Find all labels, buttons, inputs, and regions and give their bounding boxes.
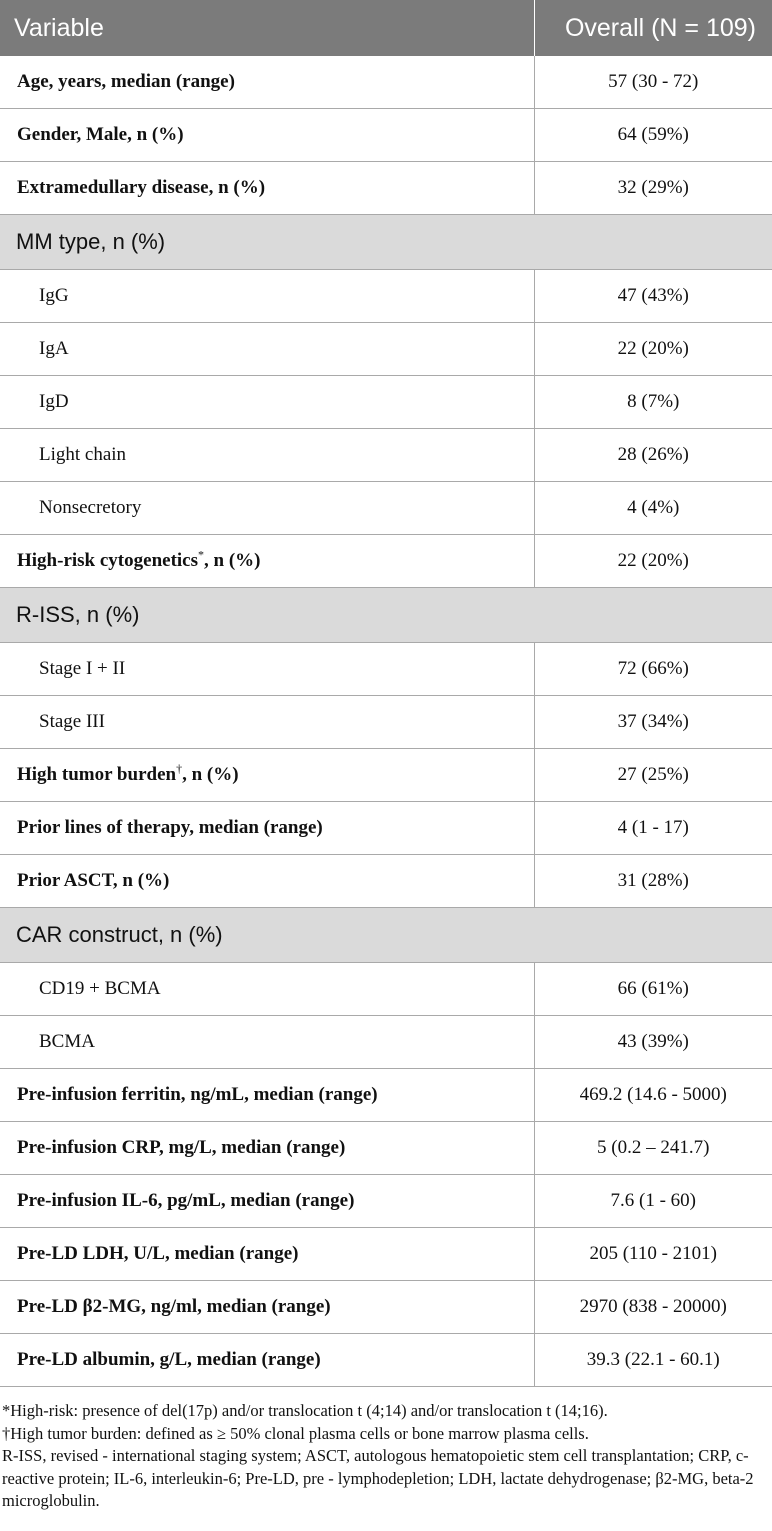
overall-value-cell: 2970 (838 - 20000) (534, 1281, 772, 1334)
overall-value-cell: 66 (61%) (534, 963, 772, 1016)
section-row (0, 908, 772, 963)
overall-value-cell: 5 (0.2 – 241.7) (534, 1122, 772, 1175)
table-row (0, 749, 772, 802)
table-row (0, 963, 772, 1016)
variable-label: High-risk cytogenetics (17, 550, 199, 571)
overall-value-cell: 469.2 (14.6 - 5000) (534, 1069, 772, 1122)
table-row (0, 535, 772, 588)
variable-label-suffix: , n (%) (182, 764, 239, 785)
variable-cell: IgG (0, 270, 534, 323)
table-header (0, 0, 772, 56)
section-label: CAR construct, n (%) (0, 908, 772, 963)
footnote-high-risk: *High-risk: presence of del(17p) and/or translocation t (4;14) and/or translocation t (14;16). (2, 1401, 608, 1420)
table-row (0, 643, 772, 696)
variable-cell: CD19 + BCMA (0, 963, 534, 1016)
table-row (0, 1228, 772, 1281)
overall-value-cell: 22 (20%) (534, 535, 772, 588)
header-variable: Variable (0, 0, 534, 56)
header-overall: Overall (N = 109) (534, 0, 772, 56)
variable-label: High tumor burden (17, 764, 177, 785)
table-row (0, 323, 772, 376)
section-label: R-ISS, n (%) (0, 588, 772, 643)
variable-cell: Nonsecretory (0, 482, 534, 535)
variable-cell: Extramedullary disease, n (%) (0, 162, 534, 215)
variable-cell: IgD (0, 376, 534, 429)
overall-value-cell: 47 (43%) (534, 270, 772, 323)
table-row (0, 1069, 772, 1122)
variable-cell: Pre-infusion CRP, mg/L, median (range) (0, 1122, 534, 1175)
overall-value-cell: 28 (26%) (534, 429, 772, 482)
variable-cell: Pre-LD β2-MG, ng/ml, median (range) (0, 1281, 534, 1334)
table-row (0, 1122, 772, 1175)
variable-cell: Stage III (0, 696, 534, 749)
overall-value-cell: 31 (28%) (534, 855, 772, 908)
overall-value-cell: 32 (29%) (534, 162, 772, 215)
variable-cell: Stage I + II (0, 643, 534, 696)
variable-cell: Gender, Male, n (%) (0, 109, 534, 162)
table-row (0, 56, 772, 109)
overall-value-cell: 72 (66%) (534, 643, 772, 696)
table-row (0, 696, 772, 749)
table-row (0, 1334, 772, 1387)
variable-cell: Pre-LD albumin, g/L, median (range) (0, 1334, 534, 1387)
table-body (0, 56, 772, 1387)
header-row (0, 0, 772, 56)
overall-value-cell: 205 (110 - 2101) (534, 1228, 772, 1281)
section-row (0, 215, 772, 270)
table-row (0, 429, 772, 482)
footnote-abbreviations: R-ISS, revised - international staging system; ASCT, autologous hematopoietic stem cell transplantation; CRP, c-reactive protein; IL-6, interleukin-6; Pre-LD, pre - lymphodepletion; LDH, lactate dehydrogenase; β2-MG, beta-2 microglobulin. (2, 1446, 754, 1510)
overall-value-cell: 64 (59%) (534, 109, 772, 162)
variable-cell: IgA (0, 323, 534, 376)
section-label: MM type, n (%) (0, 215, 772, 270)
table-row (0, 162, 772, 215)
variable-cell: Pre-infusion IL-6, pg/mL, median (range) (0, 1175, 534, 1228)
table-row (0, 802, 772, 855)
variable-cell (0, 535, 534, 588)
footnote-marker: * (198, 547, 205, 562)
variable-label-suffix: , n (%) (204, 550, 261, 571)
table-row (0, 1016, 772, 1069)
variable-cell: Age, years, median (range) (0, 56, 534, 109)
variable-cell: Pre-infusion ferritin, ng/mL, median (range) (0, 1069, 534, 1122)
overall-value-cell: 22 (20%) (534, 323, 772, 376)
variable-cell: Pre-LD LDH, U/L, median (range) (0, 1228, 534, 1281)
table-row (0, 1175, 772, 1228)
variable-cell (0, 749, 534, 802)
table-row (0, 482, 772, 535)
table-row (0, 376, 772, 429)
overall-value-cell: 37 (34%) (534, 696, 772, 749)
overall-value-cell: 27 (25%) (534, 749, 772, 802)
overall-value-cell: 4 (4%) (534, 482, 772, 535)
overall-value-cell: 8 (7%) (534, 376, 772, 429)
variable-cell: Prior ASCT, n (%) (0, 855, 534, 908)
table-row (0, 109, 772, 162)
variable-cell: BCMA (0, 1016, 534, 1069)
variable-cell: Light chain (0, 429, 534, 482)
overall-value-cell: 39.3 (22.1 - 60.1) (534, 1334, 772, 1387)
table-footnotes (0, 1400, 772, 1513)
overall-value-cell: 4 (1 - 17) (534, 802, 772, 855)
footnote-marker: † (176, 761, 183, 776)
overall-value-cell: 7.6 (1 - 60) (534, 1175, 772, 1228)
table-row (0, 855, 772, 908)
overall-value-cell: 57 (30 - 72) (534, 56, 772, 109)
footnote-tumor-burden: †High tumor burden: defined as ≥ 50% clonal plasma cells or bone marrow plasma cells. (2, 1423, 589, 1443)
table-row (0, 270, 772, 323)
overall-value-cell: 43 (39%) (534, 1016, 772, 1069)
table-row (0, 1281, 772, 1334)
section-row (0, 588, 772, 643)
variable-cell: Prior lines of therapy, median (range) (0, 802, 534, 855)
